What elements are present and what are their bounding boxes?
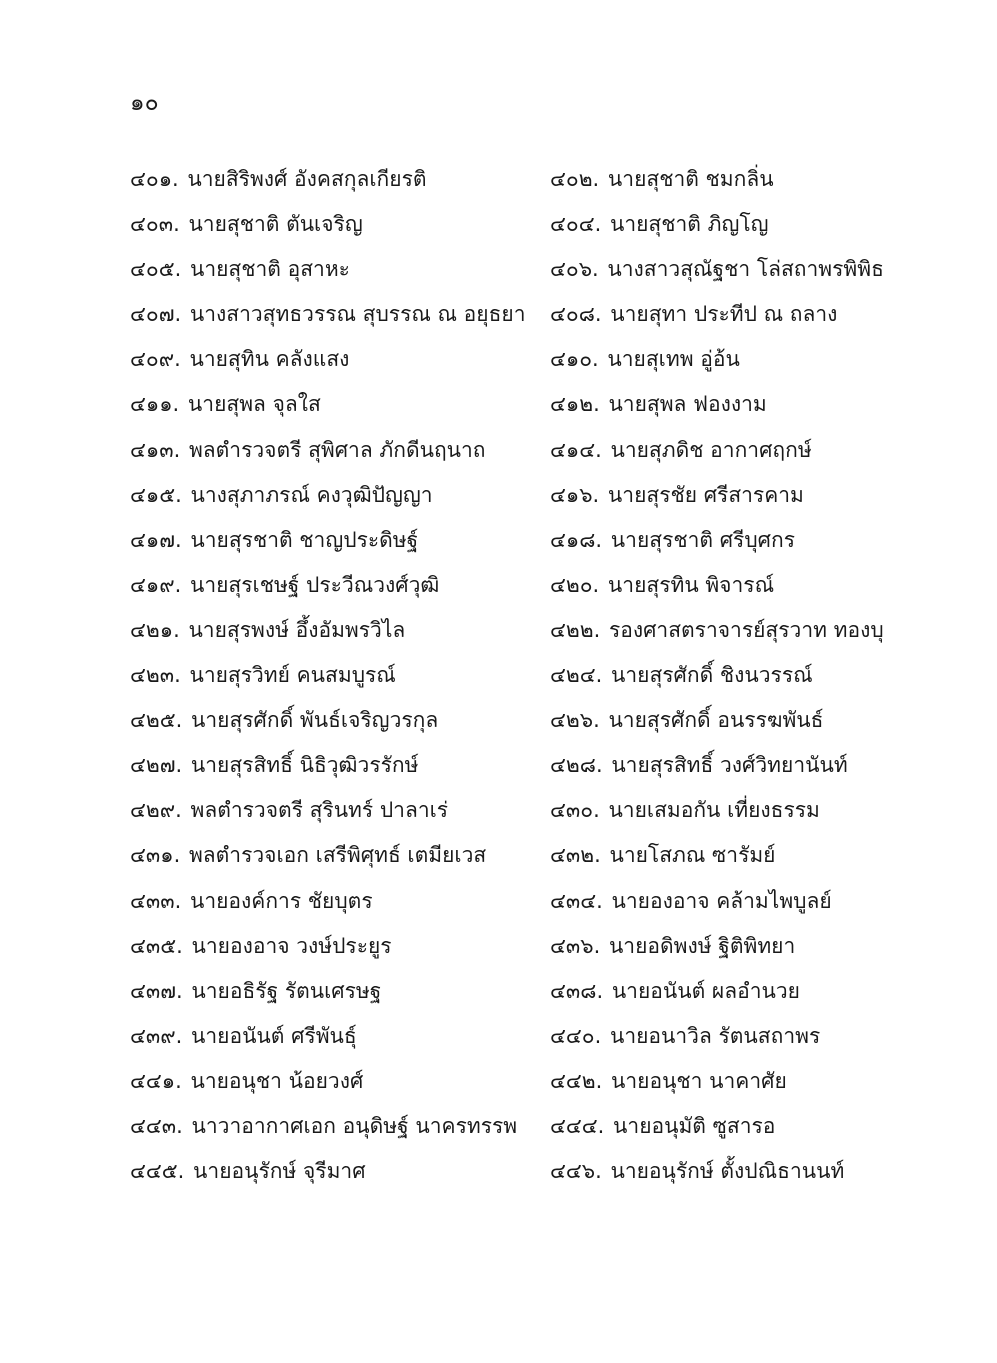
list-item xyxy=(550,163,910,208)
entry-number: ๔๓๖. xyxy=(550,933,601,958)
entry-name: นายอนุรักษ์ ตั้งปณิธานนท์ xyxy=(610,1159,845,1184)
entry-number: ๔๓๐. xyxy=(550,798,600,823)
entry-number: ๔๔๑. xyxy=(130,1068,182,1093)
entry-name: นายสุรชาติ ชาญประดิษฐ์ xyxy=(190,527,419,552)
entry-number: ๔๓๙. xyxy=(130,1023,183,1048)
list-item xyxy=(550,975,910,1020)
entry-name: นายสุรศักดิ์ ชิงนวรรณ์ xyxy=(611,663,813,688)
entry-number: ๔๑๖. xyxy=(550,482,600,507)
entry-number: ๔๐๘. xyxy=(550,302,602,327)
list-item xyxy=(130,569,550,614)
list-item xyxy=(130,479,550,524)
entry-name: นายสิริพงศ์ อังคสกุลเกียรติ xyxy=(187,167,427,191)
entry-name: นายอดิพงษ์ ฐิติพิทยา xyxy=(608,933,796,958)
entry-number: ๔๔๒. xyxy=(550,1068,603,1093)
entry-number: ๔๓๓. xyxy=(130,888,182,913)
entry-number: ๔๓๗. xyxy=(130,978,183,1003)
entry-name: นายอนุชา นาคาศัย xyxy=(611,1068,787,1093)
entry-name: นายอนันต์ ผลอำนวย xyxy=(611,978,800,1003)
entry-name: นายสุพล ฟองงาม xyxy=(608,392,767,417)
entry-number: ๔๑๕. xyxy=(130,482,182,507)
entry-number: ๔๔๕. xyxy=(130,1159,185,1184)
list-item xyxy=(550,1155,910,1200)
entry-name: นายสุชาติ อุสาหะ xyxy=(189,257,350,282)
entry-name: นายอนันต์ ศรีพันธุ์ xyxy=(191,1023,357,1048)
list-item xyxy=(550,298,910,343)
entry-name: พลตำรวจตรี สุพิศาล ภักดีนฤนาถ xyxy=(188,437,486,462)
entry-number: ๔๑๐. xyxy=(550,347,599,372)
list-item xyxy=(130,524,550,569)
list-item xyxy=(130,343,550,388)
list-item xyxy=(550,930,910,975)
list-item xyxy=(130,885,550,930)
entry-number: ๔๒๙. xyxy=(130,798,182,823)
entry-name: นายสุเทพ อู่อ้น xyxy=(607,347,740,372)
list-item xyxy=(550,343,910,388)
list-item xyxy=(130,704,550,749)
entry-number: ๔๒๓. xyxy=(130,663,181,688)
entry-name: นายอนุมัติ ซูสารอ xyxy=(613,1113,776,1138)
list-item xyxy=(130,1065,550,1110)
entry-name: นายสุรเชษฐ์ ประวีณวงศ์วุฒิ xyxy=(189,572,440,597)
list-item xyxy=(130,208,550,253)
entry-number: ๔๒๗. xyxy=(130,753,183,778)
entry-name: พลตำรวจตรี สุรินทร์ ปาลาเร่ xyxy=(190,798,449,823)
entry-number: ๔๐๓. xyxy=(130,212,180,237)
list-item xyxy=(130,839,550,884)
entry-name: นายเสมอกัน เที่ยงธรรม xyxy=(608,798,820,823)
entry-number: ๔๑๒. xyxy=(550,392,600,417)
list-item xyxy=(130,163,550,208)
list-item xyxy=(550,1110,910,1155)
entry-number: ๔๑๓. xyxy=(130,437,181,462)
entry-number: ๔๑๘. xyxy=(550,527,603,552)
entry-number: ๔๑๔. xyxy=(550,437,602,462)
entry-number: ๔๒๑. xyxy=(130,617,180,642)
page-number: ๑๐ xyxy=(130,90,159,116)
entry-number: ๔๐๗. xyxy=(130,302,182,327)
list-item xyxy=(130,388,550,433)
entry-name: นายองอาจ วงษ์ประยูร xyxy=(191,933,392,958)
entry-name: นายองอาจ คล้ามไพบูลย์ xyxy=(611,888,832,913)
entry-number: ๔๐๑. xyxy=(130,167,179,191)
list-item xyxy=(130,1110,550,1155)
list-item xyxy=(550,479,910,524)
list-item xyxy=(550,704,910,749)
list-item xyxy=(550,749,910,794)
list-item xyxy=(550,659,910,704)
entry-number: ๔๒๘. xyxy=(550,753,603,778)
list-item xyxy=(550,614,910,659)
entry-number: ๔๑๙. xyxy=(130,572,182,597)
list-item xyxy=(550,885,910,930)
entry-name: นายสุรชาติ ศรีบุศกร xyxy=(610,527,795,552)
entry-name: นายอนุชา น้อยวงศ์ xyxy=(190,1068,364,1093)
entry-name: นายอธิรัฐ รัตนเศรษฐ xyxy=(191,978,382,1003)
entry-number: ๔๓๑. xyxy=(130,843,181,868)
entry-name: นายสุพล จุลใส xyxy=(187,392,321,417)
list-item xyxy=(130,1155,550,1200)
list-item xyxy=(550,1065,910,1110)
list-item xyxy=(550,1020,910,1065)
entry-name: นายสุทิน คลังแสง xyxy=(189,347,350,372)
list-item xyxy=(550,569,910,614)
entry-name: นางสาวสุณัฐชา โล่สถาพรพิพิธ xyxy=(607,257,884,282)
entry-number: ๔๓๘. xyxy=(550,978,604,1003)
entry-name: นายองค์การ ชัยบุตร xyxy=(189,888,373,913)
entry-name: นายสุรสิทธิ์ นิธิวุฒิวรรักษ์ xyxy=(190,753,419,778)
entry-number: ๔๒๔. xyxy=(550,663,603,688)
entry-name: นายสุรชัย ศรีสารคาม xyxy=(607,482,804,507)
list-item xyxy=(130,930,550,975)
list-item xyxy=(550,839,910,884)
list-item xyxy=(550,524,910,569)
entry-number: ๔๐๙. xyxy=(130,347,181,372)
name-list xyxy=(130,163,910,1200)
entry-number: ๔๔๓. xyxy=(130,1113,183,1138)
entry-number: ๔๒๕. xyxy=(130,708,183,733)
list-item xyxy=(130,298,550,343)
entry-name: นายสุรทิน พิจารณ์ xyxy=(607,572,775,597)
entry-number: ๔๓๔. xyxy=(550,888,603,913)
entry-number: ๔๔๐. xyxy=(550,1023,602,1048)
entry-name: นายสุรศักดิ์ อนรรฆพันธ์ xyxy=(608,708,824,733)
entry-name: นายสุชาติ ชมกลิ่น xyxy=(607,167,774,191)
entry-number: ๔๑๗. xyxy=(130,527,182,552)
entry-number: ๔๐๔. xyxy=(550,212,602,237)
list-item xyxy=(550,208,910,253)
entry-number: ๔๔๖. xyxy=(550,1159,602,1184)
entry-number: ๔๓๕. xyxy=(130,933,183,958)
list-item xyxy=(550,434,910,479)
list-item xyxy=(130,614,550,659)
entry-name: นายสุรพงษ์ อึ้งอัมพรวิไล xyxy=(188,617,406,642)
entry-name: นายสุรศักดิ์ พันธ์เจริญวรกุล xyxy=(191,708,439,733)
entry-name: นางสุภาภรณ์ คงวุฒิปัญญา xyxy=(190,482,433,507)
entry-name: นายสุภดิช อากาศฤกษ์ xyxy=(610,437,812,462)
entry-number: ๔๐๖. xyxy=(550,257,599,282)
list-item xyxy=(550,388,910,433)
entry-name: นายสุชาติ ภิญโญ xyxy=(609,212,769,237)
entry-name: นายสุชาติ ตันเจริญ xyxy=(188,212,363,237)
entry-name: นายสุรสิทธิ์ วงศ์วิทยานันท์ xyxy=(611,753,848,778)
list-item xyxy=(130,794,550,839)
entry-name: นางสาวสุทธวรรณ สุบรรณ ณ อยุธยา xyxy=(189,302,526,327)
list-item xyxy=(130,749,550,794)
entry-name: นายโสภณ ซารัมย์ xyxy=(609,843,776,868)
entry-number: ๔๓๒. xyxy=(550,843,601,868)
entry-name: นายอนุรักษ์ จุรีมาศ xyxy=(193,1159,366,1184)
entry-name: นายสุทา ประทีป ณ ถลาง xyxy=(610,302,838,327)
list-item xyxy=(130,434,550,479)
entry-number: ๔๒๒. xyxy=(550,617,601,642)
entry-name: พลตำรวจเอก เสรีพิศุทธ์ เตมียเวส xyxy=(188,843,487,868)
entry-name: นายสุรวิทย์ คนสมบูรณ์ xyxy=(189,663,396,688)
entry-number: ๔๒๐. xyxy=(550,572,600,597)
entry-number: ๔๑๑. xyxy=(130,392,180,417)
entry-number: ๔๒๖. xyxy=(550,708,600,733)
list-item xyxy=(130,975,550,1020)
entry-number: ๔๐๒. xyxy=(550,167,600,191)
entry-number: ๔๐๕. xyxy=(130,257,182,282)
entry-name: นาวาอากาศเอก อนุดิษฐ์ นาครทรรพ xyxy=(191,1113,518,1138)
entry-name: นายอนาวิล รัตนสถาพร xyxy=(609,1023,821,1048)
list-item xyxy=(130,253,550,298)
list-item xyxy=(550,253,910,298)
list-item xyxy=(130,659,550,704)
list-item xyxy=(550,794,910,839)
list-item xyxy=(130,1020,550,1065)
entry-name: รองศาสตราจารย์สุรวาท ทองบุ xyxy=(608,617,884,642)
entry-number: ๔๔๔. xyxy=(550,1113,605,1138)
